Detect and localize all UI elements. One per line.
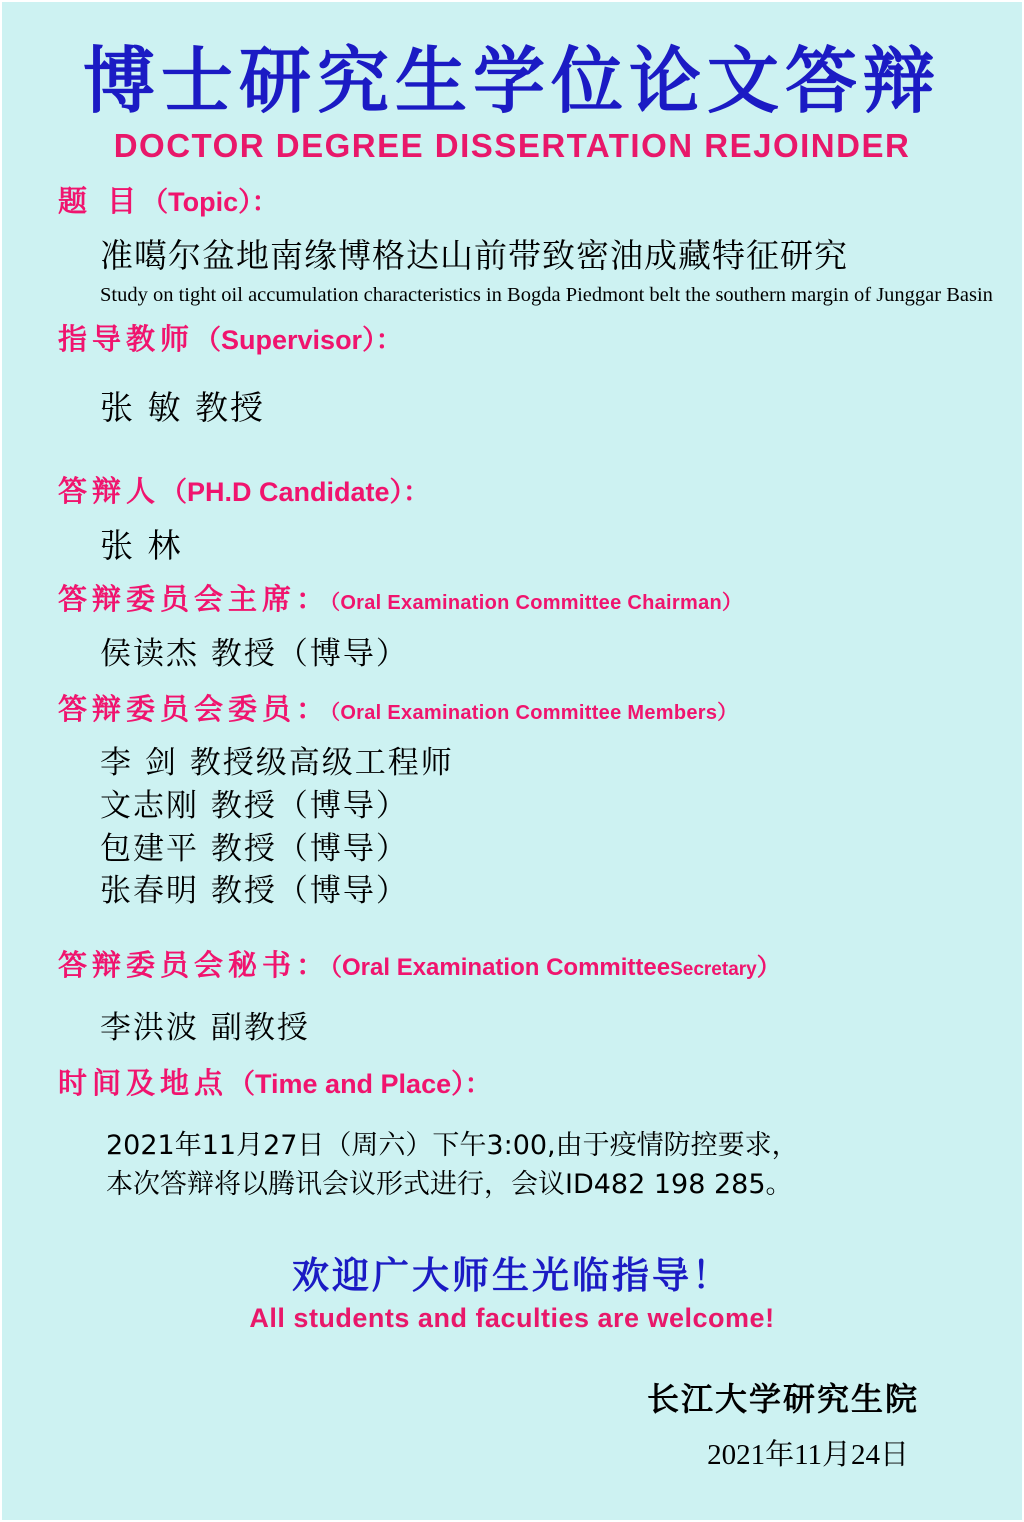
member-item: 包建平 教授（博导）: [100, 830, 409, 867]
candidate-label: [58, 469, 966, 510]
supervisor-label: [58, 317, 966, 358]
time-place-label-cn: 时间及地点: [58, 1066, 229, 1101]
member-item: 张春明 教授（博导）: [100, 873, 409, 910]
members-label-cn: 答辩委员会委员：: [58, 692, 331, 727]
topic-value-chinese: 准噶尔盆地南缘博格达山前带致密油成藏特征研究: [100, 236, 848, 276]
time-place-section: [0, 1061, 1024, 1204]
member-item: 李 剑 教授级高级工程师: [100, 745, 454, 782]
candidate-label-cn: 答辩人: [58, 474, 161, 509]
candidate-section: [0, 469, 1024, 567]
secretary-label-cn: 答辩委员会秘书：: [58, 948, 331, 983]
signature-date: 2021年11月24日: [707, 1438, 909, 1471]
welcome-text-chinese: 欢迎广大师生光临指导！: [292, 1253, 732, 1297]
time-place-label-en: （Time and Place）：: [228, 1069, 492, 1100]
supervisor-label-cn: 指导教师: [58, 322, 195, 357]
signature-organization: 长江大学研究生院: [646, 1379, 919, 1418]
member-item: 文志刚 教授（博导）: [100, 787, 409, 824]
welcome-text-english: All students and faculties are welcome!: [249, 1302, 775, 1333]
topic-label-cn: 题 目: [58, 184, 142, 219]
signature-block: [0, 1374, 1024, 1473]
topic-value-english: Study on tight oil accumulation characteristics in Bogda Piedmont belt the southern margin of Junggar Basin: [100, 284, 993, 307]
topic-section: [0, 179, 1024, 307]
secretary-label-en-close: ）: [756, 954, 781, 982]
chairman-label: [58, 577, 966, 618]
secretary-value: 李洪波 副教授: [100, 1010, 310, 1047]
page-title-chinese: 博士研究生学位论文答辩: [82, 39, 941, 123]
time-place-line-2: 本次答辩将以腾讯会议形式进行，会议ID482 198 285。: [106, 1169, 793, 1201]
topic-label-en: （Topic）：: [141, 187, 279, 218]
members-label-en: （Oral Examination Committee Members）: [330, 702, 738, 725]
welcome-section: [0, 1245, 1024, 1334]
time-place-label: [58, 1061, 966, 1102]
secretary-section: [0, 943, 1024, 1047]
chairman-value: 侯读杰 教授（博导）: [100, 636, 409, 673]
chairman-section: [0, 577, 1024, 673]
candidate-label-en: （PH.D Candidate）：: [160, 477, 431, 508]
secretary-label: [58, 943, 966, 984]
members-label: [58, 687, 966, 728]
members-section: [0, 687, 1024, 913]
secretary-label-en: （Oral Examination Committee: [330, 954, 671, 982]
supervisor-section: [0, 317, 1024, 429]
topic-label: [58, 179, 966, 220]
supervisor-label-en: （Supervisor）：: [194, 325, 403, 356]
chairman-label-en: （Oral Examination Committee Chairman）: [330, 592, 743, 615]
secretary-label-en-secondary: Secretary: [670, 959, 757, 981]
chairman-label-cn: 答辩委员会主席：: [58, 582, 331, 617]
time-place-line-1: 2021年11月27日（周六）下午3:00,由于疫情防控要求，: [106, 1130, 799, 1162]
page-title-english: DOCTOR DEGREE DISSERTATION REJOINDER: [113, 127, 911, 165]
candidate-value: 张 林: [100, 526, 183, 566]
supervisor-value: 张 敏 教授: [100, 388, 265, 428]
